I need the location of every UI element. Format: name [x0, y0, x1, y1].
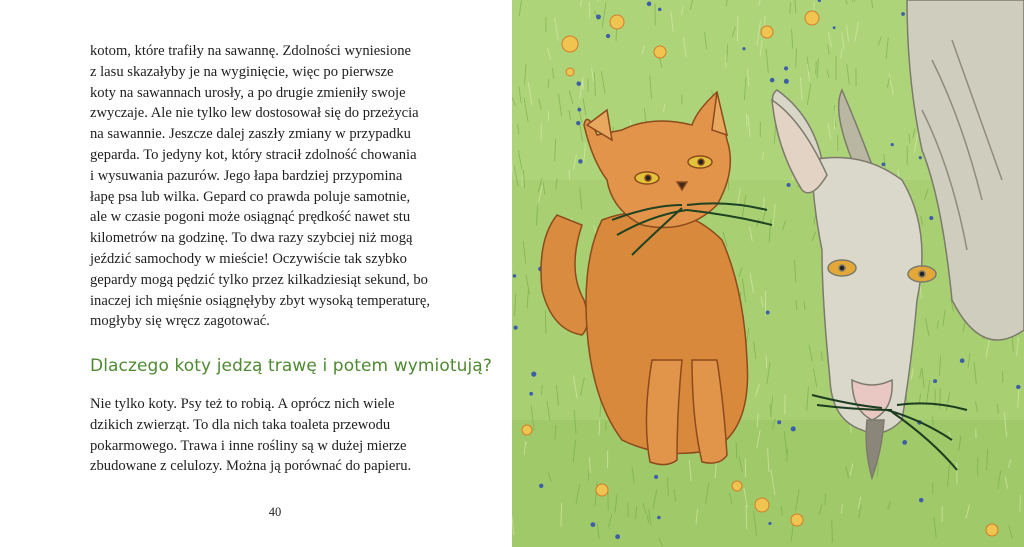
illustration-cat-and-goat: [512, 0, 1024, 547]
page-number: 40: [268, 505, 282, 519]
section-heading: Dlaczego koty jedzą trawę i potem wymiotują?: [90, 356, 492, 376]
text-line: pokarmowego. Trawa i inne rośliny są w dużej mierze: [90, 437, 407, 454]
text-line: mogłyby się wręcz zagotować.: [90, 313, 270, 330]
text-line: gepardy mogą pędzić tylko przez kilkadziesiąt sekund, bo: [90, 271, 428, 288]
text-line: kotom, które trafiły na sawannę. Zdolności wyniesione: [90, 43, 411, 59]
text-line: jeździć samochody w mieście! Oczywiście tak szybko: [90, 250, 407, 267]
text-line: koty na sawannach urosły, a po drugie zmieniły swoje: [90, 84, 406, 101]
text-line: i wysuwania pazurów. Jego łapa bardziej przypomina: [90, 167, 403, 184]
text-line: na sawannie. Jeszcze dalej zaszły zmiany w przypadku: [90, 126, 411, 143]
text-line: zbudowane z celulozy. Można ją porównać do papieru.: [90, 458, 412, 475]
text-line: dzikich zwierząt. To dla nich taka toaleta przewodu: [90, 416, 391, 433]
text-line: Nie tylko koty. Psy też to robią. A oprócz nich wiele: [90, 396, 395, 412]
paragraph-1: [90, 41, 490, 332]
paragraph-2: [90, 394, 490, 477]
text-line: zwyczaje. Ale nie tylko lew dostosował się do przeżycia: [90, 105, 419, 122]
text-line: inaczej ich mięśnie osiągnęłyby zbyt wysoką temperaturę,: [90, 292, 430, 309]
text-line: z lasu skazałyby je na wyginięcie, więc po pierwsze: [90, 63, 394, 80]
text-line: geparda. To jedyny kot, który stracił zdolność chowania: [90, 146, 417, 163]
text-line: ale w czasie pogoni może osiągnąć prędkość nawet stu: [90, 209, 411, 226]
text-line: kilometrów na godzinę. To dwa razy szybciej niż mogą: [90, 230, 413, 247]
text-line: łapę psa lub wilka. Gepard co prawda poluje samotnie,: [90, 188, 411, 205]
